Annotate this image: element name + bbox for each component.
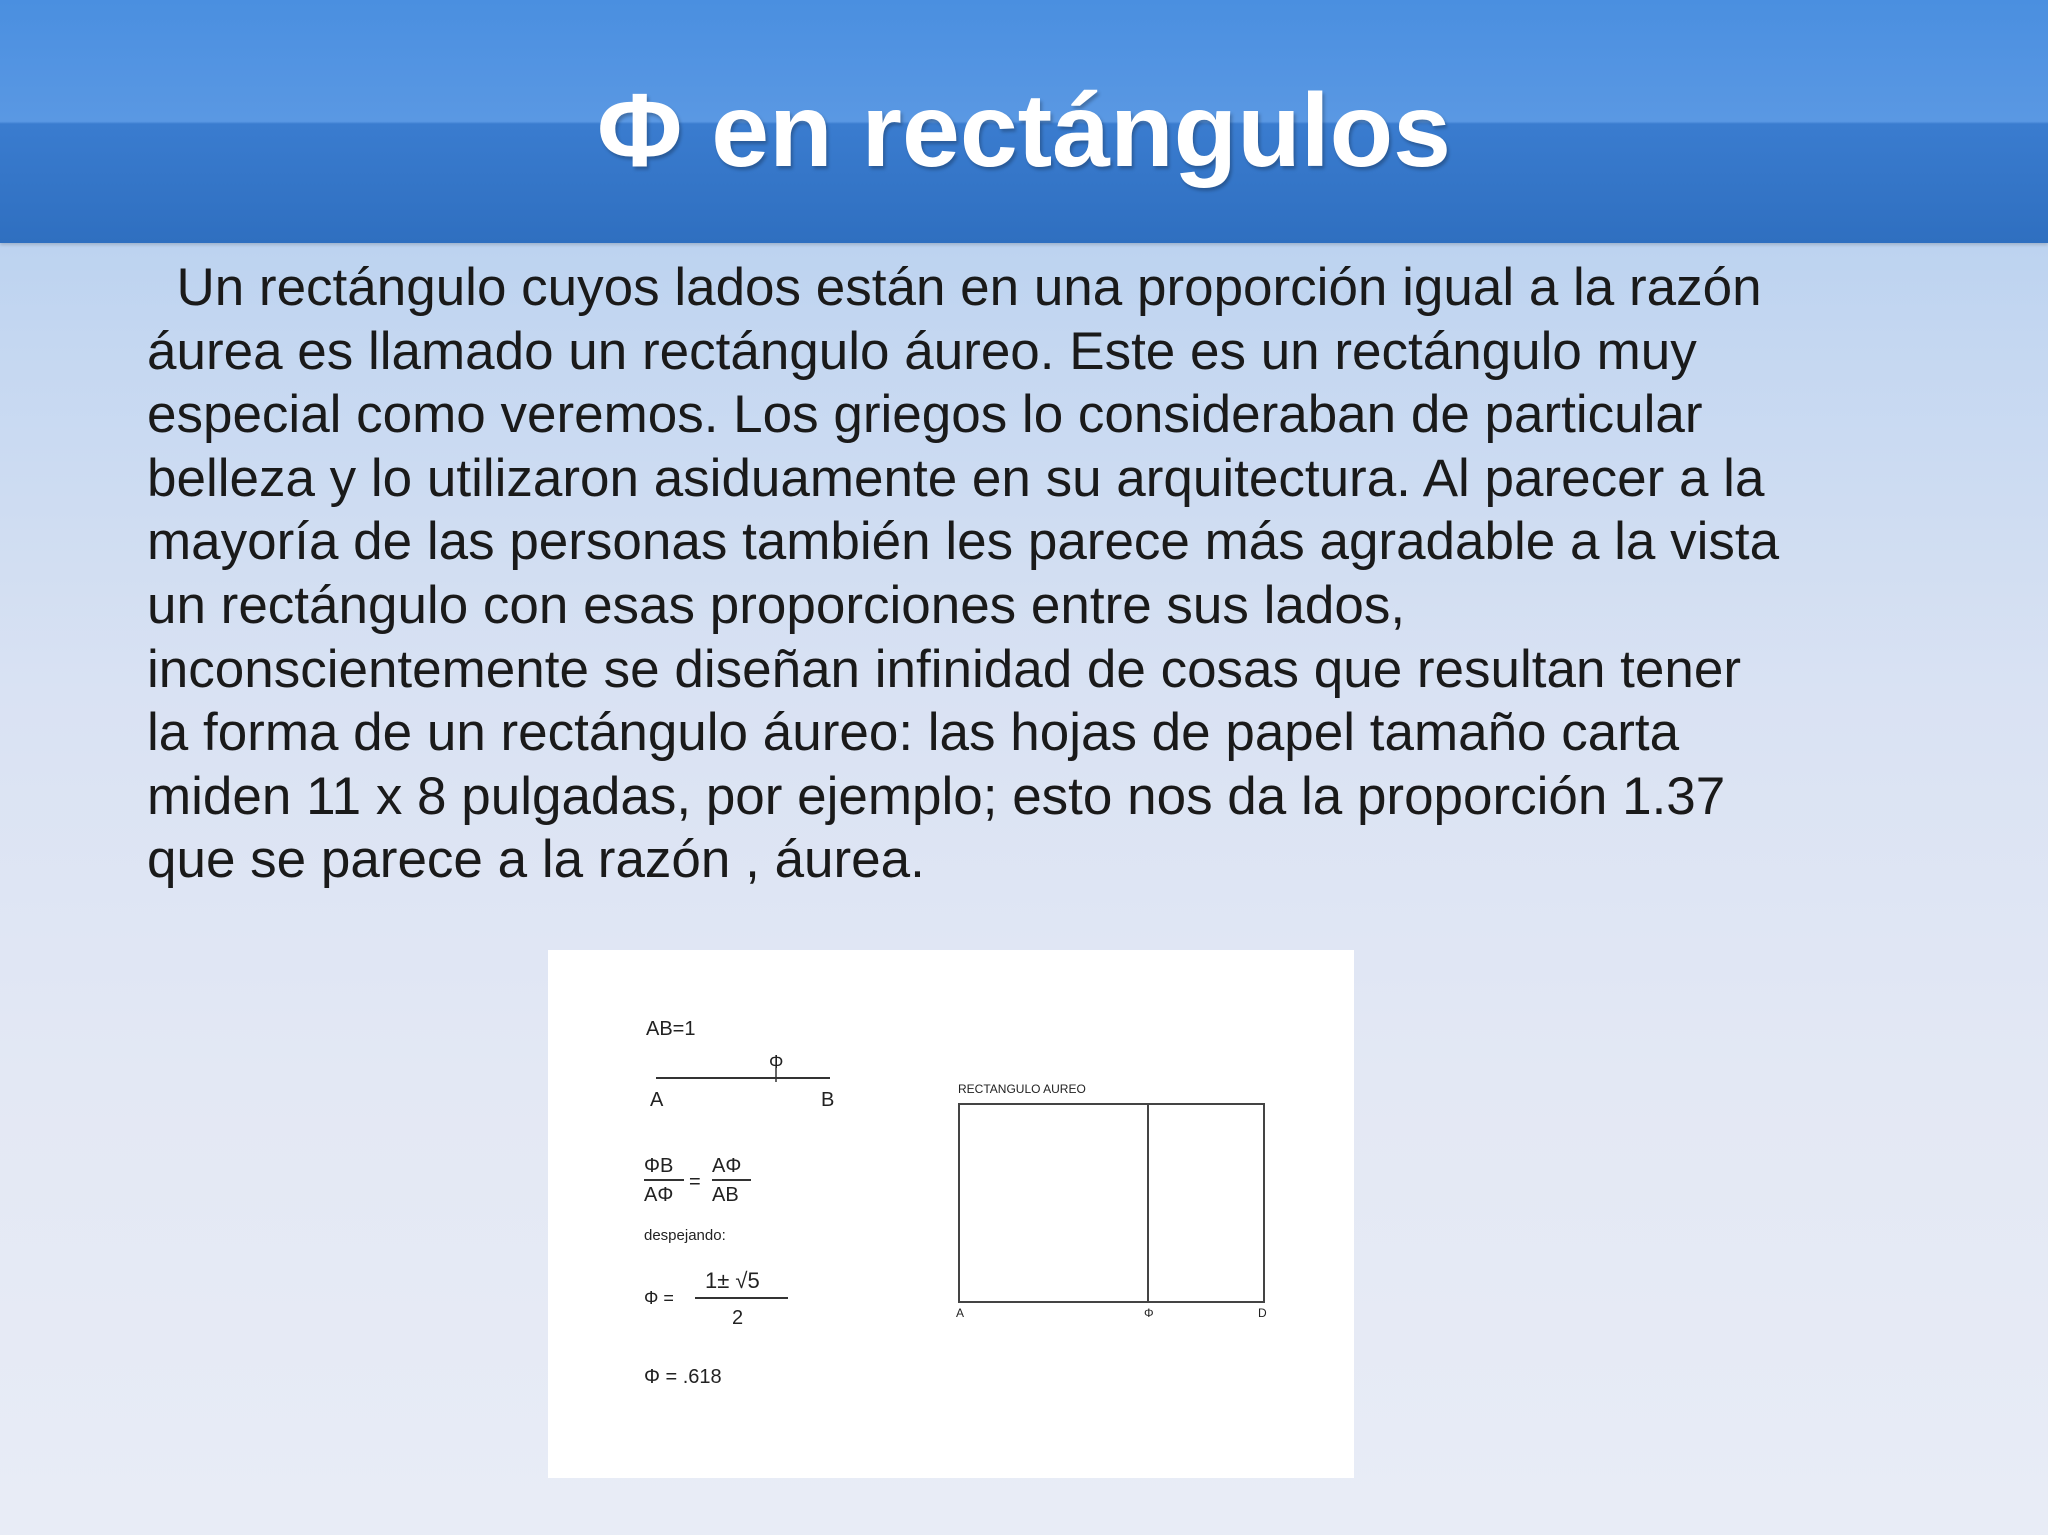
- phi-eq-num: 1± √5: [705, 1268, 760, 1293]
- body-line: inconscientemente se diseñan infinidad de cosas que resultan tener: [147, 639, 1741, 699]
- point-b-label: B: [821, 1089, 835, 1111]
- slide-body: [147, 256, 1907, 892]
- frac-right-den: AB: [712, 1184, 739, 1206]
- frac-left-den: AΦ: [644, 1184, 674, 1206]
- segment-label: AB=1: [646, 1018, 696, 1040]
- phi-eq-den: 2: [732, 1307, 744, 1329]
- body-line: belleza y lo utilizaron asiduamente en su arquitectura. Al parecer a la: [147, 448, 1765, 508]
- golden-rectangle-figure: [548, 950, 1354, 1478]
- despejando-label: despejando:: [644, 1227, 726, 1244]
- body-line: un rectángulo con esas proporciones entre sus lados,: [147, 575, 1406, 635]
- rect-caption: RECTANGULO AUREO: [958, 1082, 1086, 1096]
- frac-left-num: ΦB: [644, 1155, 674, 1177]
- phi-eq-lhs: Φ =: [644, 1288, 674, 1308]
- body-line: que se parece a la razón , áurea.: [147, 830, 925, 890]
- phi-mark: Φ: [769, 1052, 784, 1072]
- body-line: Un rectángulo cuyos lados están en una proporción igual a la razón: [147, 258, 1762, 317]
- frac-equals: =: [689, 1171, 701, 1193]
- golden-rectangle: [959, 1104, 1264, 1302]
- slide-title: Φ en rectángulos: [597, 73, 1451, 189]
- rect-label-mid: Φ: [1144, 1306, 1154, 1320]
- title-bar: [0, 0, 2048, 243]
- body-line: miden 11 x 8 pulgadas, por ejemplo; esto nos da la proporción 1.37: [147, 766, 1726, 826]
- rect-label-d: D: [1258, 1306, 1267, 1320]
- point-a-label: A: [650, 1089, 664, 1111]
- body-line: mayoría de las personas también les parece más agradable a la vista: [147, 512, 1780, 572]
- rect-label-a: A: [956, 1306, 965, 1320]
- figure-drawing: [548, 950, 1354, 1478]
- body-line: áurea es llamado un rectángulo áureo. Este es un rectángulo muy: [147, 321, 1697, 381]
- body-line: especial como veremos. Los griegos lo consideraban de particular: [147, 385, 1703, 445]
- phi-value: Φ = .618: [644, 1366, 722, 1388]
- body-line: la forma de un rectángulo áureo: las hojas de papel tamaño carta: [147, 703, 1680, 763]
- frac-right-num: AΦ: [712, 1155, 742, 1177]
